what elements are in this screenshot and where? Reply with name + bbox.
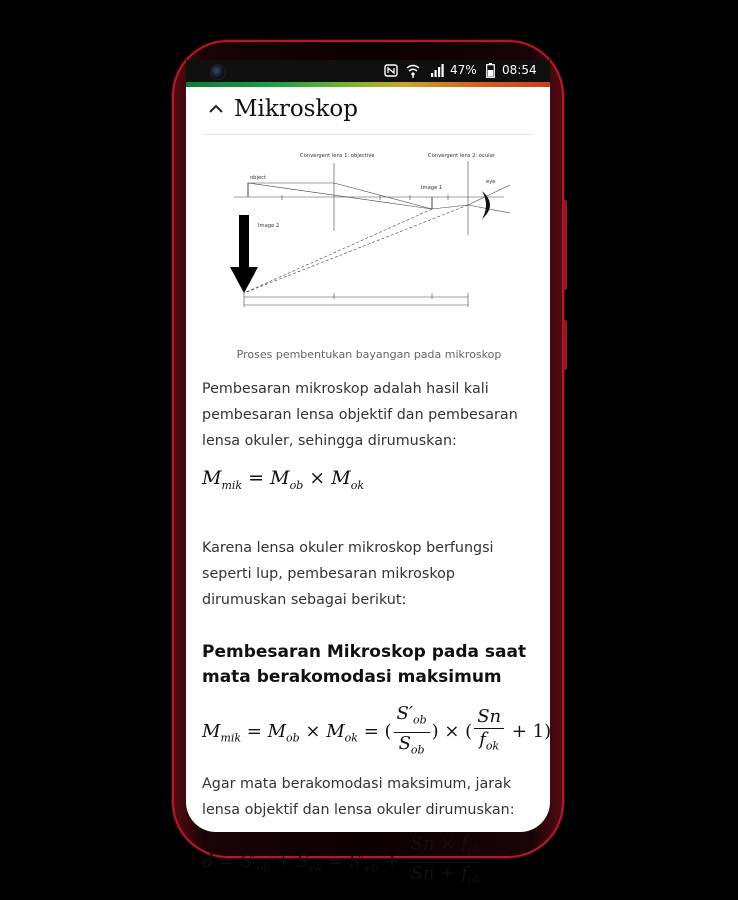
paragraph-2: Karena lensa okuler mikroskop berfungsi seperti lup, pembesaran mikroskop dirumuskan sebagai berikut: bbox=[202, 540, 494, 608]
object-label: object bbox=[250, 175, 266, 181]
clock: 08:54 bbox=[502, 63, 537, 77]
paragraph-3: Agar mata berakomodasi maksimum, jarak lensa objektif dan lensa okuler dirumuskan: bbox=[202, 776, 515, 818]
section-title: Mikroskop bbox=[234, 96, 358, 122]
image1-label: Image 1 bbox=[421, 185, 443, 191]
formula-magnification: $M_{mik} = M_{ob} \times M_{ok}$ bbox=[202, 467, 364, 492]
formula-lens-distance: $d = S'_{ob} + S_{ok} = S'_{ob}$ + $\frac{Sn \times f_{ok}}{Sn + f_{ok}}$ bbox=[202, 833, 486, 891]
section-header[interactable] bbox=[206, 93, 358, 125]
paragraph-1: Pembesaran mikroskop adalah hasil kali pembesaran lensa objektif dan pembesaran lensa okuler, sehingga dirumuskan: bbox=[202, 381, 518, 449]
battery-icon bbox=[486, 63, 495, 78]
image2-label: Image 2 bbox=[258, 223, 280, 229]
power-button bbox=[563, 320, 567, 370]
wifi-icon bbox=[406, 63, 420, 78]
divider bbox=[202, 134, 534, 135]
chevron-up-icon[interactable] bbox=[206, 99, 226, 119]
ocular-label: Convergent lens 2: ocular bbox=[428, 153, 495, 159]
signal-icon bbox=[430, 64, 445, 77]
volume-button bbox=[563, 200, 567, 290]
objective-label: Convergent lens 1: objective bbox=[300, 153, 375, 159]
status-bar bbox=[186, 60, 550, 82]
microscope-diagram bbox=[220, 145, 516, 305]
page-accent-bar bbox=[186, 82, 550, 87]
battery-percent: 47% bbox=[450, 63, 477, 77]
eye-label: eye bbox=[486, 179, 496, 185]
diagram-caption: Proses pembentukan bayangan pada mikroskop bbox=[236, 348, 502, 361]
formula-max-accommodation: $M_{mik} = M_{ob} \times M_{ok}$ = ( $\frac{S'_{ob}}{S_{ob}}$ ) × ( $\frac{Sn}{f_{ok}}$ + 1) bbox=[202, 703, 552, 757]
front-camera bbox=[210, 64, 226, 80]
screen bbox=[186, 60, 552, 887]
subheading: Pembesaran Mikroskop pada saat mata berakomodasi maksimum bbox=[202, 642, 527, 687]
nfc-icon bbox=[384, 64, 398, 77]
